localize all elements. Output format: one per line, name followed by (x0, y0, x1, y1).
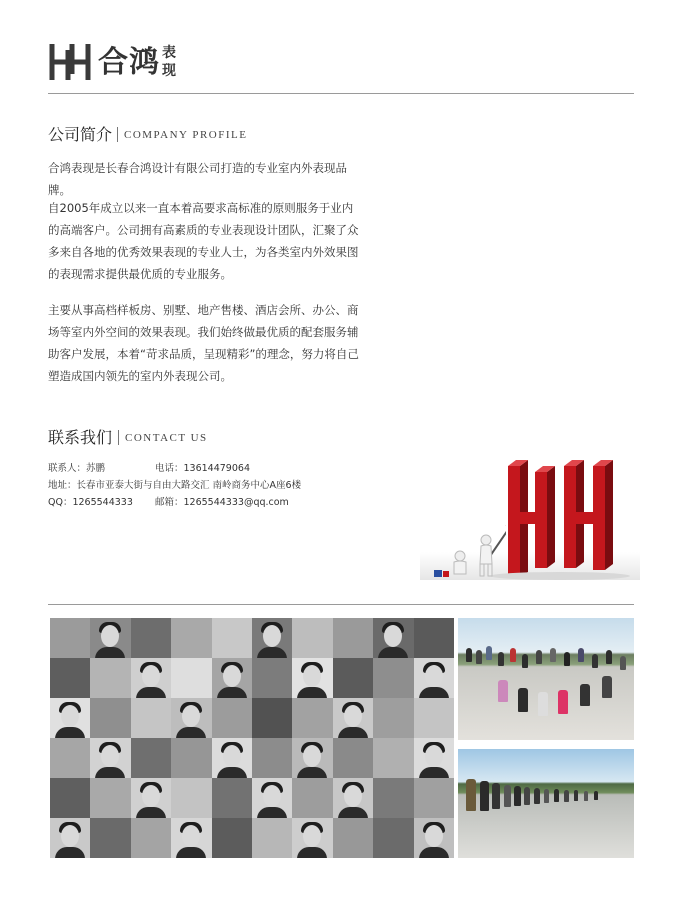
portrait-tile (292, 738, 332, 778)
grid-tile (373, 818, 413, 858)
grid-tile (252, 818, 292, 858)
painter-figure-icon (426, 520, 506, 580)
company-profile-title: 公司简介 (48, 125, 113, 144)
grid-tile (373, 698, 413, 738)
grid-tile (292, 618, 332, 658)
portrait-tile (292, 658, 332, 698)
grid-tile (252, 658, 292, 698)
grid-tile (333, 658, 373, 698)
grid-tile (292, 698, 332, 738)
grid-tile (333, 738, 373, 778)
portrait-tile (414, 738, 454, 778)
profile-paragraph-2: 自2005年成立以来一直本着高要求高标准的原则服务于业内的高端客户。公司拥有高素质的专业表现设计团队，汇聚了众多来自各地的优秀效果表现的专业人士，为各类室内外效果图的表现需求提供最优质的专业服务。 (48, 201, 359, 281)
team-photo-grid (50, 618, 454, 858)
grid-tile (212, 698, 252, 738)
portrait-tile (90, 738, 130, 778)
portrait-tile (171, 698, 211, 738)
contact-phone: 电话：13614479064 (155, 463, 250, 474)
portrait-tile (50, 818, 90, 858)
portrait-tile (292, 818, 332, 858)
grid-tile (292, 778, 332, 818)
grid-tile (212, 778, 252, 818)
grid-tile (414, 618, 454, 658)
grid-tile (414, 698, 454, 738)
grid-tile (90, 778, 130, 818)
grid-tile (171, 658, 211, 698)
grid-tile (333, 818, 373, 858)
grid-tile (252, 738, 292, 778)
group-photo-plaza (458, 618, 634, 740)
grid-tile (373, 658, 413, 698)
grid-tile (90, 698, 130, 738)
section-divider (48, 604, 634, 605)
hh-logo-icon (48, 42, 92, 82)
grid-tile (131, 738, 171, 778)
portrait-tile (252, 618, 292, 658)
grid-tile (90, 658, 130, 698)
grid-tile (212, 818, 252, 858)
contact-title-en: CONTACT US (125, 432, 208, 444)
contact-person: 联系人：苏鹏 (48, 463, 106, 474)
portrait-tile (131, 658, 171, 698)
portrait-tile (212, 738, 252, 778)
grid-tile (50, 738, 90, 778)
grid-tile (171, 738, 211, 778)
title-separator (117, 127, 118, 142)
portrait-tile (90, 618, 130, 658)
portrait-tile (212, 658, 252, 698)
portrait-tile (50, 698, 90, 738)
grid-tile (212, 618, 252, 658)
contact-email: 邮箱：1265544333@qq.com (155, 497, 289, 508)
grid-tile (50, 618, 90, 658)
grid-tile (131, 818, 171, 858)
contact-title: 联系我们 (48, 428, 113, 447)
portrait-tile (414, 818, 454, 858)
grid-tile (171, 618, 211, 658)
portrait-tile (333, 778, 373, 818)
portrait-tile (171, 818, 211, 858)
group-photo-lake (458, 749, 634, 858)
portrait-tile (252, 778, 292, 818)
brand-sub: 表现 (162, 45, 176, 79)
profile-paragraph-1: 合鸿表现是长春合鸿设计有限公司打造的专业室内外表现品牌。 (48, 161, 347, 197)
title-separator (118, 430, 119, 445)
header-divider (48, 93, 634, 94)
profile-paragraph-3: 主要从事高档样板房、别墅、地产售楼、酒店会所、办公、商场等室内外空间的效果表现。我们始终做最优质的配套服务辅助客户发展，本着“苛求品质，呈现精彩”的理念，努力将自己塑造成国内领先的室内外表现公司。 (48, 303, 359, 383)
grid-tile (373, 738, 413, 778)
grid-tile (171, 778, 211, 818)
grid-tile (373, 778, 413, 818)
portrait-tile (131, 778, 171, 818)
grid-tile (131, 618, 171, 658)
portrait-tile (333, 698, 373, 738)
brand-name: 合鸿 (98, 45, 160, 80)
grid-tile (252, 698, 292, 738)
contact-qq: QQ：1265544333 (48, 497, 133, 508)
grid-tile (333, 618, 373, 658)
company-profile-title-en: COMPANY PROFILE (124, 129, 248, 141)
grid-tile (50, 658, 90, 698)
grid-tile (90, 818, 130, 858)
contact-address: 地址：长春市亚泰大街与自由大路交汇 南岭商务中心A座6楼 (48, 480, 302, 491)
portrait-tile (373, 618, 413, 658)
grid-tile (414, 778, 454, 818)
grid-tile (50, 778, 90, 818)
grid-tile (131, 698, 171, 738)
portrait-tile (414, 658, 454, 698)
